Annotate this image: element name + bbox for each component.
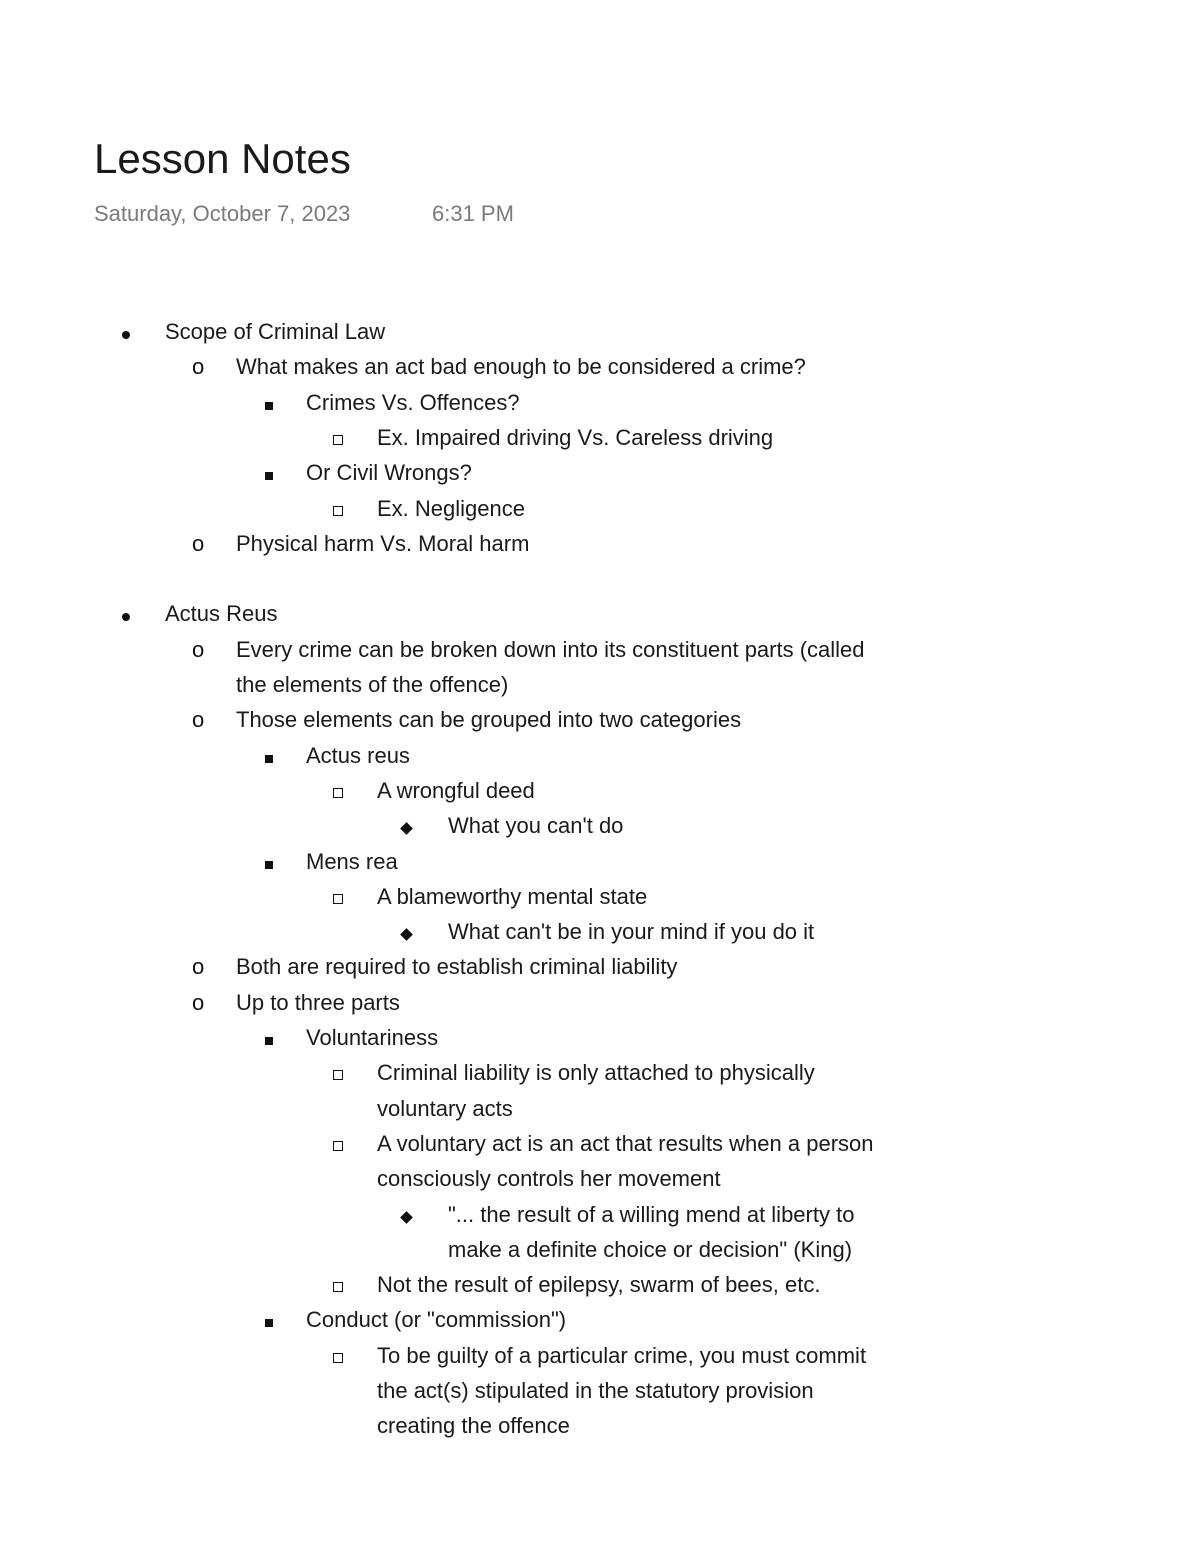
bullet-diamond-icon (402, 808, 411, 843)
list-item-line (0, 1408, 1200, 1443)
list-item-line (0, 526, 1200, 561)
list-item-text: make a definite choice or decision" (King) (448, 1236, 853, 1262)
list-item-line (0, 385, 1200, 420)
bullet-open-square-icon (333, 491, 343, 526)
list-item-line (0, 702, 1200, 737)
list-item-text: A voluntary act is an act that results when a person (377, 1130, 874, 1156)
page-title: Lesson Notes (94, 135, 351, 182)
bullet-circle-icon: o (192, 354, 205, 380)
bullet-open-square-icon (333, 420, 343, 455)
note-time: 6:31 PM (432, 201, 514, 226)
list-item-text: Criminal liability is only attached to physically (377, 1060, 815, 1086)
list-item-text: A wrongful deed (377, 777, 535, 803)
list-item-line (0, 914, 1200, 949)
list-item-text: consciously controls her movement (377, 1166, 721, 1192)
list-item-line (0, 667, 1200, 702)
list-item-text: Crimes Vs. Offences? (306, 389, 520, 415)
list-item-text: creating the offence (377, 1413, 570, 1439)
list-item-text: "... the result of a willing mend at liberty to (448, 1201, 855, 1227)
list-item-line (0, 773, 1200, 808)
list-item-text: A blameworthy mental state (377, 883, 648, 909)
list-item-line (0, 949, 1200, 984)
list-item-text: Actus Reus (165, 601, 278, 627)
list-item-line (0, 1267, 1200, 1302)
list-item-line (0, 1232, 1200, 1267)
list-item-text: the elements of the offence) (236, 672, 509, 697)
bullet-square-icon (265, 455, 273, 490)
list-item-line (0, 455, 1200, 490)
bullet-open-square-icon (333, 773, 343, 808)
list-item-text: To be guilty of a particular crime, you must commit (377, 1342, 867, 1368)
list-item-text: Actus reus (306, 742, 410, 768)
bullet-circle-icon: o (192, 989, 205, 1015)
list-item-line (0, 1126, 1200, 1161)
list-item-line (0, 596, 1200, 631)
list-item-text: Scope of Criminal Law (165, 319, 386, 344)
list-item-text: What can't be in your mind if you do it (448, 919, 815, 945)
list-item-text: Every crime can be broken down into its constituent parts (called (236, 636, 865, 662)
list-item-text: Conduct (or "commission") (306, 1307, 567, 1333)
list-item-text: Not the result of epilepsy, swarm of bees, etc. (377, 1272, 821, 1298)
list-item-text: Ex. Impaired driving Vs. Careless driving (377, 424, 774, 450)
list-item-text: Those elements can be grouped into two categories (236, 707, 742, 733)
list-item-text: Physical harm Vs. Moral harm (236, 530, 530, 556)
list-item-text: Both are required to establish criminal liability (236, 954, 678, 980)
bullet-square-icon (265, 1020, 273, 1055)
bullet-open-square-icon (333, 879, 343, 914)
list-item-text: voluntary acts (377, 1095, 513, 1121)
list-item-text: Up to three parts (236, 989, 400, 1015)
bullet-circle-icon: o (192, 954, 205, 980)
list-item-text: What makes an act bad enough to be considered a crime? (236, 354, 806, 380)
list-item-line (0, 491, 1200, 526)
bullet-diamond-icon (402, 914, 411, 949)
bullet-dot-icon (122, 596, 130, 631)
bullet-circle-icon: o (192, 530, 205, 556)
bullet-open-square-icon (333, 1055, 343, 1090)
list-item-line (0, 1338, 1200, 1373)
list-item-text: Ex. Negligence (377, 495, 525, 521)
bullet-square-icon (265, 1302, 273, 1337)
list-item-line (0, 1373, 1200, 1408)
list-item-text: Or Civil Wrongs? (306, 460, 472, 486)
bullet-circle-icon: o (192, 707, 205, 733)
list-item-line (0, 349, 1200, 384)
list-item-line (0, 879, 1200, 914)
note-date: Saturday, October 7, 2023 (94, 201, 351, 226)
list-item-line (0, 632, 1200, 667)
list-item-line (0, 1055, 1200, 1090)
list-item-line (0, 1302, 1200, 1337)
bullet-open-square-icon (333, 1338, 343, 1373)
list-item-line (0, 1091, 1200, 1126)
list-item-text: the act(s) stipulated in the statutory provision (377, 1378, 814, 1403)
list-item-line (0, 985, 1200, 1020)
list-item-line (0, 1161, 1200, 1196)
list-item-line (0, 1197, 1200, 1232)
list-item-text: Voluntariness (306, 1025, 439, 1050)
bullet-square-icon (265, 385, 273, 420)
bullet-circle-icon: o (192, 636, 205, 662)
list-item-line (0, 1020, 1200, 1055)
bullet-dot-icon (122, 314, 130, 349)
list-item-line (0, 314, 1200, 349)
bullet-square-icon (265, 844, 273, 879)
list-item-line (0, 844, 1200, 879)
list-item-text: What you can't do (448, 813, 624, 839)
bullet-diamond-icon (402, 1197, 411, 1232)
list-item-line (0, 738, 1200, 773)
bullet-open-square-icon (333, 1126, 343, 1161)
list-item-line (0, 808, 1200, 843)
list-item-line (0, 420, 1200, 455)
list-item-text: Mens rea (306, 848, 398, 874)
bullet-square-icon (265, 738, 273, 773)
bullet-open-square-icon (333, 1267, 343, 1302)
